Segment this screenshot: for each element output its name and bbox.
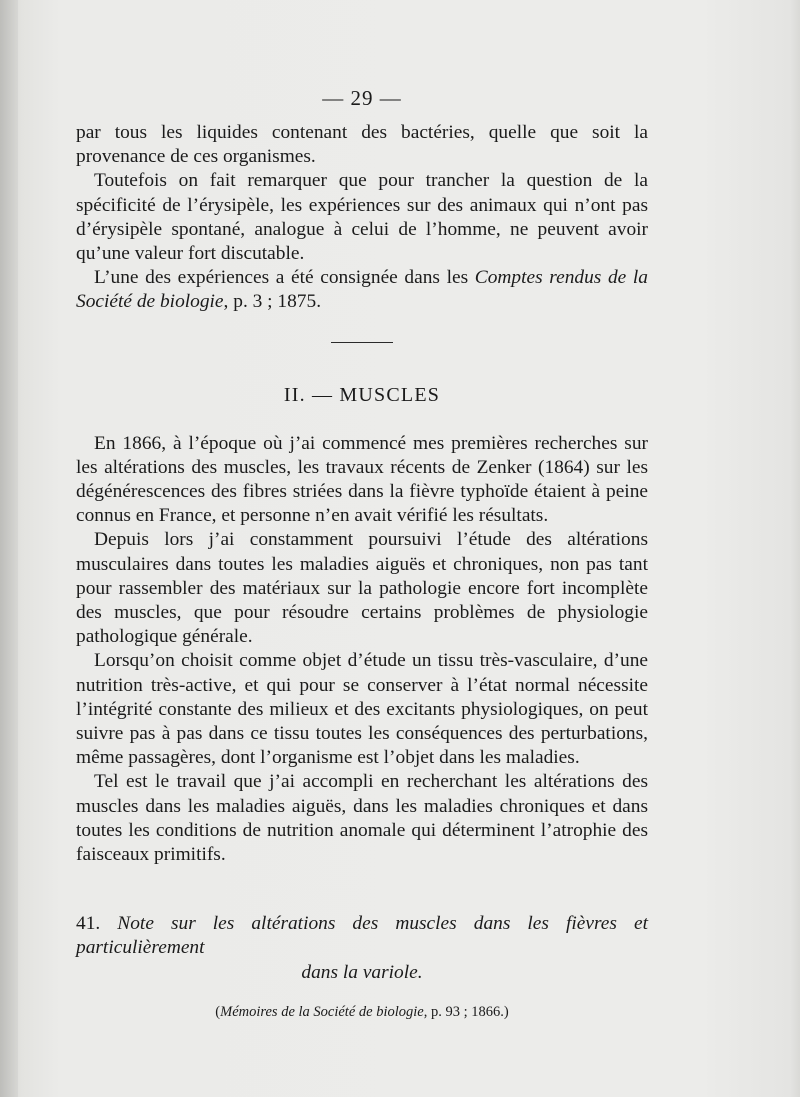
experience-journal: Comptes rendus de la Société de biologie — [76, 267, 649, 313]
page-number: — 29 — — [322, 86, 402, 110]
entry-title-line2: dans la variole. — [301, 961, 423, 983]
source-details: , p. 93 ; 1866.) — [423, 1003, 509, 1020]
paragraph-erysipele: Toutefois on fait remarquer que pour trancher la question de la spécificité de l’érysipèle, les expériences sur des animaux qui n’ont pas d’érysipèle spontané, analogue à celui de l’homme, ne peuvent avoir qu’une valeur fort discutable. — [76, 170, 648, 265]
paragraph-experience — [76, 266, 648, 314]
entry-title-line1: Note sur les altérations des muscles dans les fièvres et particulièrement — [76, 913, 648, 959]
entry-41-title — [76, 912, 648, 960]
paragraph-bacteria: par tous les liquides contenant des bactéries, quelle que soit la provenance de ces organismes. — [76, 122, 648, 168]
paragraph-lorsquon: Lorsqu’on choisit comme objet d’étude un tissu très-vasculaire, d’une nutrition très-active, et qui pour se conserver à l’état normal nécessite l’intégrité constante des milieux et des excitants physiologiques, on peut suivre pas à pas dans ce tissu toutes les conséquences des perturbations, même passagères, dont l’organisme est l’objet dans les maladies. — [76, 650, 648, 769]
entry-source — [76, 1004, 648, 1021]
source-journal: Mémoires de la Société de biologie — [220, 1003, 424, 1020]
page-binding-edge — [0, 0, 18, 1097]
experience-text: L’une des expériences a été consignée dans les — [94, 267, 475, 289]
source-open: ( — [215, 1003, 221, 1020]
section-title: II. — MUSCLES — [283, 383, 441, 406]
paragraph-depuis: Depuis lors j’ai constamment poursuivi l’étude des altérations musculaires dans toutes les maladies aiguës et chroniques, non pas tant pour rassembler des matériaux sur la pathologie encore fort incomplète des muscles, que pour résoudre certains problèmes de physiologie pathologique générale. — [76, 529, 648, 648]
paragraph-travail: Tel est le travail que j’ai accompli en recherchant les altérations des muscles dans les maladies aiguës, dans les maladies chroniques et dans toutes les conditions de nutrition anomale qui déterminent l’atrophie des faisceaux primitifs. — [76, 771, 648, 866]
entry-number: 41. — [76, 913, 101, 935]
page-content — [76, 86, 648, 1021]
experience-ref: , p. 3 ; 1875. — [223, 291, 322, 313]
section-divider — [331, 342, 393, 343]
paragraph-zenker: En 1866, à l’époque où j’ai commencé mes premières recherches sur les altérations des muscles, les travaux récents de Zenker (1864) sur les dégénérescences des fibres striées dans la fièvre typhoïde étaient à peine connus en France, et personne n’en avait vérifié les résultats. — [76, 432, 648, 527]
